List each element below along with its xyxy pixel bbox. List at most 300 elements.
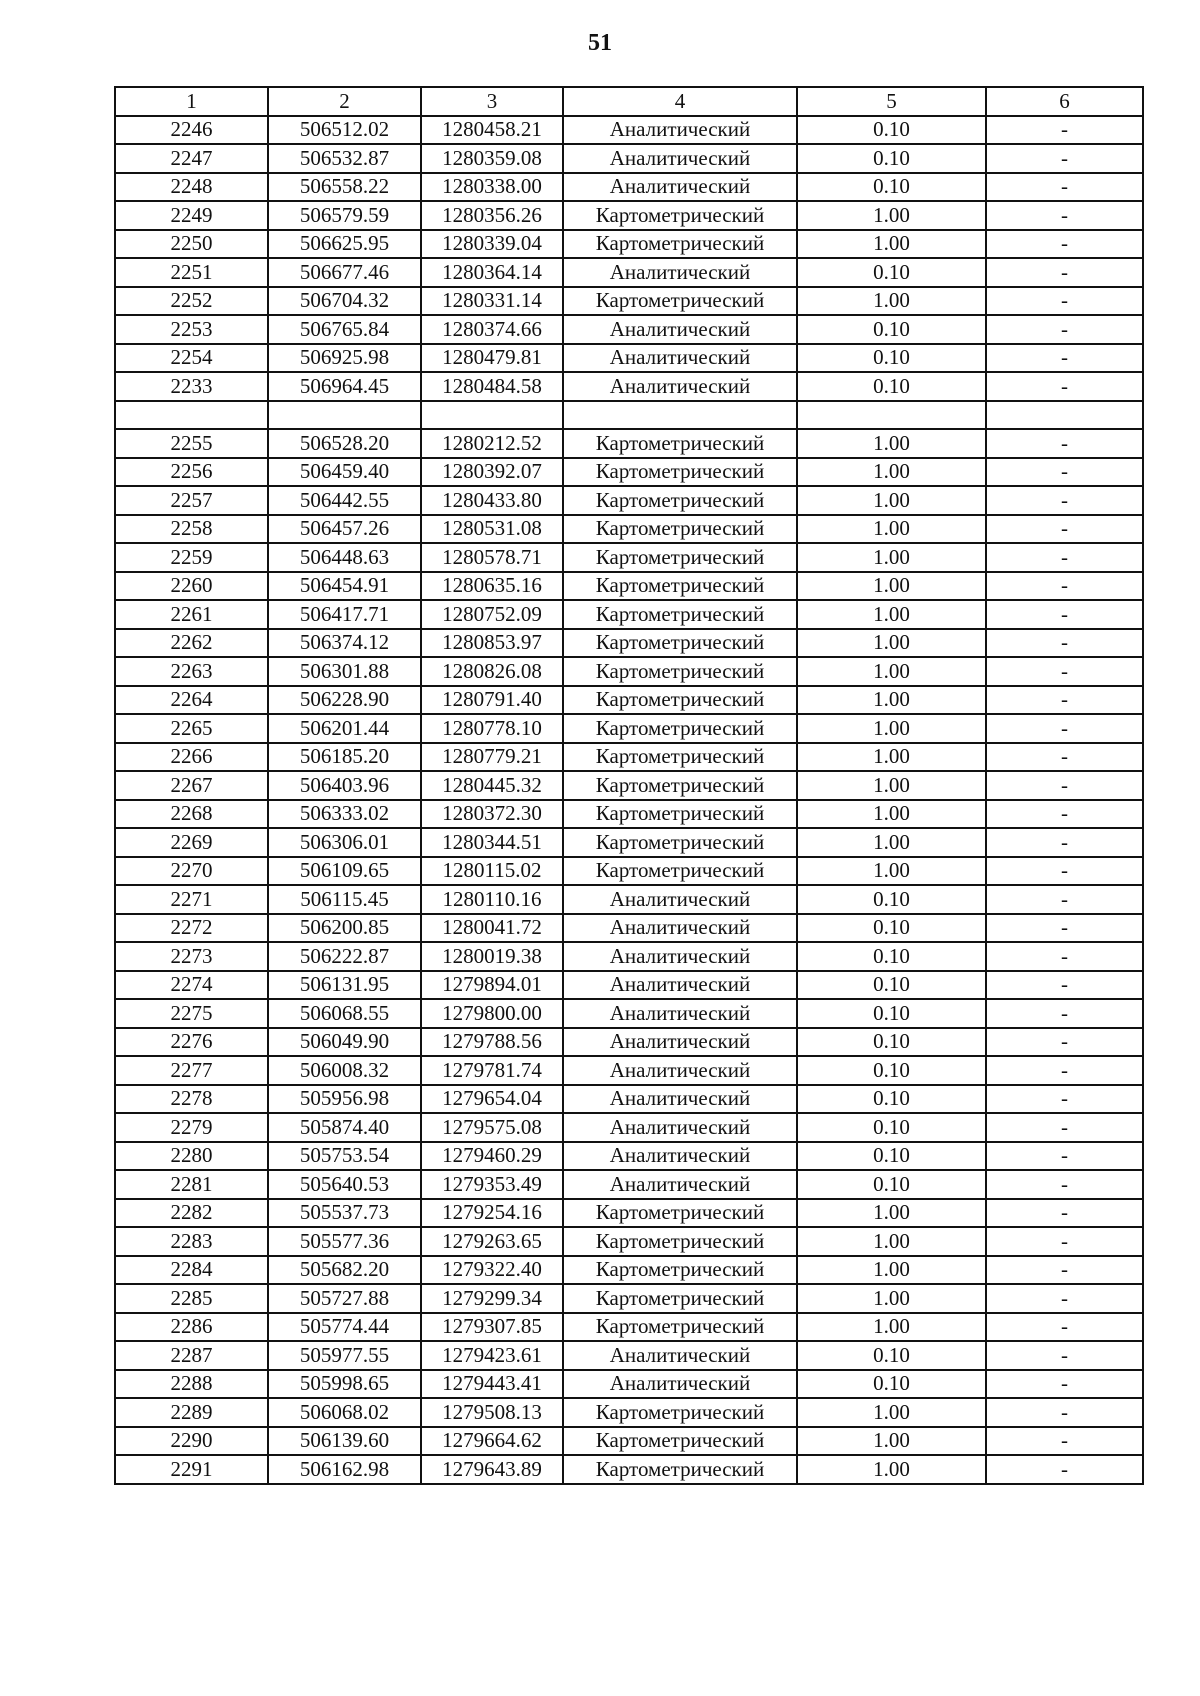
table-cell: 1279443.41: [421, 1370, 563, 1399]
table-cell: -: [986, 486, 1143, 515]
table-cell: 506964.45: [268, 372, 421, 401]
table-cell: -: [986, 1341, 1143, 1370]
table-cell: 2247: [115, 144, 268, 173]
table-cell: -: [986, 999, 1143, 1028]
table-cell: 1279800.00: [421, 999, 563, 1028]
table-cell: 0.10: [797, 258, 986, 287]
table-cell: 1280392.07: [421, 458, 563, 487]
table-cell: -: [986, 287, 1143, 316]
table-cell: 506579.59: [268, 201, 421, 230]
table-cell: -: [986, 1142, 1143, 1171]
table-cell: Картометрический: [563, 458, 797, 487]
table-cell: 0.10: [797, 971, 986, 1000]
table-cell: Картометрический: [563, 486, 797, 515]
table-cell: Картометрический: [563, 1398, 797, 1427]
table-row: [115, 743, 1143, 772]
table-cell: -: [986, 1085, 1143, 1114]
table-cell: 2275: [115, 999, 268, 1028]
table-cell: Картометрический: [563, 657, 797, 686]
table-cell: Аналитический: [563, 116, 797, 145]
table-row: [115, 828, 1143, 857]
table-cell: 2286: [115, 1313, 268, 1342]
table-cell: Картометрический: [563, 515, 797, 544]
table-cell: Картометрический: [563, 572, 797, 601]
table-row: [115, 914, 1143, 943]
table-cell: Аналитический: [563, 942, 797, 971]
table-row: [115, 315, 1143, 344]
table-cell: 0.10: [797, 116, 986, 145]
table-cell: -: [986, 600, 1143, 629]
table-cell: -: [986, 828, 1143, 857]
table-cell: 1279781.74: [421, 1056, 563, 1085]
table-cell: Аналитический: [563, 1085, 797, 1114]
table-cell: Аналитический: [563, 315, 797, 344]
table-cell: 2250: [115, 230, 268, 259]
table-cell: -: [986, 942, 1143, 971]
table-cell: 505727.88: [268, 1284, 421, 1313]
table-cell: 2267: [115, 771, 268, 800]
table-cell: -: [986, 1370, 1143, 1399]
table-cell: Аналитический: [563, 971, 797, 1000]
table-cell: 0.10: [797, 914, 986, 943]
table-cell: 1280374.66: [421, 315, 563, 344]
table-cell: 1280433.80: [421, 486, 563, 515]
table-cell: 2283: [115, 1227, 268, 1256]
table-cell: 2288: [115, 1370, 268, 1399]
table-cell: 505874.40: [268, 1113, 421, 1142]
table-row: [115, 173, 1143, 202]
table-row: [115, 116, 1143, 145]
table-cell: -: [986, 258, 1143, 287]
table-cell: -: [986, 543, 1143, 572]
table-cell: 1280338.00: [421, 173, 563, 202]
table-cell: -: [986, 1427, 1143, 1456]
table-cell: 2261: [115, 600, 268, 629]
table-cell: 2278: [115, 1085, 268, 1114]
table-cell: 506532.87: [268, 144, 421, 173]
table-cell: Картометрический: [563, 828, 797, 857]
table-cell: 2254: [115, 344, 268, 373]
table-cell: 2285: [115, 1284, 268, 1313]
table-cell: Картометрический: [563, 800, 797, 829]
table-cell: 1280359.08: [421, 144, 563, 173]
table-cell: 0.10: [797, 1085, 986, 1114]
table-cell: 2266: [115, 743, 268, 772]
column-header: 5: [797, 87, 986, 116]
table-cell: 2265: [115, 714, 268, 743]
table-cell: Аналитический: [563, 1170, 797, 1199]
table-cell: 0.10: [797, 173, 986, 202]
table-cell: 0.10: [797, 942, 986, 971]
column-header: 1: [115, 87, 268, 116]
table-cell: 505640.53: [268, 1170, 421, 1199]
table-cell: 2262: [115, 629, 268, 658]
table-cell: 1.00: [797, 657, 986, 686]
table-row: [115, 287, 1143, 316]
table-cell: 0.10: [797, 1028, 986, 1057]
table-cell: -: [986, 1313, 1143, 1342]
table-cell: 2256: [115, 458, 268, 487]
table-cell: Картометрический: [563, 629, 797, 658]
table-row: [115, 258, 1143, 287]
table-cell: -: [986, 458, 1143, 487]
table-cell: 1.00: [797, 800, 986, 829]
table-cell: 2271: [115, 885, 268, 914]
table-cell: 1.00: [797, 572, 986, 601]
table-cell: 505774.44: [268, 1313, 421, 1342]
table-cell: 506374.12: [268, 629, 421, 658]
table-row: [115, 372, 1143, 401]
table-cell: [115, 401, 268, 430]
table-cell: 0.10: [797, 315, 986, 344]
table-cell: Картометрический: [563, 1284, 797, 1313]
table-cell: 2272: [115, 914, 268, 943]
table-cell: 506008.32: [268, 1056, 421, 1085]
table-cell: 506459.40: [268, 458, 421, 487]
table-cell: 1280484.58: [421, 372, 563, 401]
table-cell: -: [986, 686, 1143, 715]
table-cell: 505956.98: [268, 1085, 421, 1114]
table-cell: 506442.55: [268, 486, 421, 515]
table-row: [115, 999, 1143, 1028]
table-cell: 1280344.51: [421, 828, 563, 857]
table-cell: 506677.46: [268, 258, 421, 287]
table-cell: 0.10: [797, 344, 986, 373]
table-row: [115, 600, 1143, 629]
table-cell: 1.00: [797, 486, 986, 515]
table-row: [115, 971, 1143, 1000]
table-cell: 1.00: [797, 771, 986, 800]
table-cell: Картометрический: [563, 743, 797, 772]
table-row: [115, 1313, 1143, 1342]
table-cell: -: [986, 1227, 1143, 1256]
table-cell: 2287: [115, 1341, 268, 1370]
table-cell: 1280578.71: [421, 543, 563, 572]
table-cell: 1279643.89: [421, 1455, 563, 1484]
table-cell: -: [986, 144, 1143, 173]
table-cell: 2259: [115, 543, 268, 572]
table-row: [115, 144, 1143, 173]
table-row: [115, 572, 1143, 601]
table-cell: 1.00: [797, 1199, 986, 1228]
table-cell: 2263: [115, 657, 268, 686]
table-cell: 2273: [115, 942, 268, 971]
coordinates-table: [114, 86, 1144, 1485]
table-cell: 0.10: [797, 1142, 986, 1171]
table-cell: 1279353.49: [421, 1170, 563, 1199]
table-row: [115, 1085, 1143, 1114]
table-cell: 2289: [115, 1398, 268, 1427]
table-cell: 506228.90: [268, 686, 421, 715]
table-cell: 506222.87: [268, 942, 421, 971]
table-cell: 2277: [115, 1056, 268, 1085]
table-cell: 1.00: [797, 1313, 986, 1342]
table-cell: 1280479.81: [421, 344, 563, 373]
table-cell: Аналитический: [563, 1056, 797, 1085]
table-cell: 1279263.65: [421, 1227, 563, 1256]
table-cell: 1280779.21: [421, 743, 563, 772]
table-row: [115, 429, 1143, 458]
table-cell: Картометрический: [563, 1199, 797, 1228]
table-cell: Картометрический: [563, 230, 797, 259]
table-cell: 2246: [115, 116, 268, 145]
table-cell: 506049.90: [268, 1028, 421, 1057]
table-cell: 0.10: [797, 1341, 986, 1370]
table-cell: Аналитический: [563, 885, 797, 914]
table-cell: 2257: [115, 486, 268, 515]
table-cell: -: [986, 230, 1143, 259]
table-row: [115, 857, 1143, 886]
table-cell: 2276: [115, 1028, 268, 1057]
table-cell: 1280372.30: [421, 800, 563, 829]
table-cell: 2258: [115, 515, 268, 544]
table-cell: Картометрический: [563, 1227, 797, 1256]
table-row: [115, 1427, 1143, 1456]
table-cell: 506528.20: [268, 429, 421, 458]
table-cell: 1.00: [797, 629, 986, 658]
table-cell: Картометрический: [563, 1427, 797, 1456]
table-cell: 1279894.01: [421, 971, 563, 1000]
table-cell: 2260: [115, 572, 268, 601]
table-cell: -: [986, 857, 1143, 886]
table-cell: 506139.60: [268, 1427, 421, 1456]
table-cell: 506115.45: [268, 885, 421, 914]
page-number: 51: [588, 30, 612, 56]
table-cell: 1279508.13: [421, 1398, 563, 1427]
table-cell: Аналитический: [563, 999, 797, 1028]
table-cell: 1280115.02: [421, 857, 563, 886]
column-header: 2: [268, 87, 421, 116]
column-header: 6: [986, 87, 1143, 116]
table-cell: Картометрический: [563, 686, 797, 715]
table-cell: 2233: [115, 372, 268, 401]
table-row: [115, 1341, 1143, 1370]
table-cell: 2253: [115, 315, 268, 344]
table-cell: 1280826.08: [421, 657, 563, 686]
table-cell: 506704.32: [268, 287, 421, 316]
table-cell: [563, 401, 797, 430]
table-cell: 0.10: [797, 999, 986, 1028]
table-cell: -: [986, 1113, 1143, 1142]
table-cell: 506765.84: [268, 315, 421, 344]
table-cell: 1280110.16: [421, 885, 563, 914]
table-cell: 2270: [115, 857, 268, 886]
table-cell: 0.10: [797, 885, 986, 914]
table-cell: 1.00: [797, 1455, 986, 1484]
table-cell: 1280853.97: [421, 629, 563, 658]
table-cell: 1.00: [797, 1284, 986, 1313]
table-cell: 506131.95: [268, 971, 421, 1000]
table-cell: -: [986, 315, 1143, 344]
table-cell: 1280445.32: [421, 771, 563, 800]
table-cell: 2268: [115, 800, 268, 829]
table-cell: 506306.01: [268, 828, 421, 857]
table-cell: 1280791.40: [421, 686, 563, 715]
table-cell: -: [986, 714, 1143, 743]
table-row: [115, 344, 1143, 373]
table-cell: 506109.65: [268, 857, 421, 886]
table-row: [115, 1056, 1143, 1085]
table-row: [115, 800, 1143, 829]
table-cell: 1280752.09: [421, 600, 563, 629]
table-cell: 1.00: [797, 1227, 986, 1256]
table-cell: 506512.02: [268, 116, 421, 145]
table-cell: Аналитический: [563, 144, 797, 173]
table-cell: -: [986, 1056, 1143, 1085]
table-cell: -: [986, 1028, 1143, 1057]
table-cell: -: [986, 515, 1143, 544]
table-row: [115, 942, 1143, 971]
table-cell: 505753.54: [268, 1142, 421, 1171]
table-cell: Картометрический: [563, 1455, 797, 1484]
table-cell: 506625.95: [268, 230, 421, 259]
table-cell: 506162.98: [268, 1455, 421, 1484]
table-row: [115, 657, 1143, 686]
table-cell: Аналитический: [563, 1142, 797, 1171]
table-cell: 1280331.14: [421, 287, 563, 316]
table-cell: 0.10: [797, 1113, 986, 1142]
table-cell: 2249: [115, 201, 268, 230]
table-cell: 505977.55: [268, 1341, 421, 1370]
table-cell: Аналитический: [563, 344, 797, 373]
table-cell: -: [986, 1398, 1143, 1427]
table-cell: -: [986, 1284, 1143, 1313]
table-cell: -: [986, 1256, 1143, 1285]
table-cell: 2255: [115, 429, 268, 458]
table-cell: 0.10: [797, 1170, 986, 1199]
table-cell: Аналитический: [563, 258, 797, 287]
table-row: [115, 1028, 1143, 1057]
table-cell: Аналитический: [563, 914, 797, 943]
table-row: [115, 1256, 1143, 1285]
table-cell: 506417.71: [268, 600, 421, 629]
table-cell: Аналитический: [563, 1370, 797, 1399]
table-cell: Аналитический: [563, 1028, 797, 1057]
table-cell: -: [986, 201, 1143, 230]
table-cell: 1280458.21: [421, 116, 563, 145]
table-row: [115, 771, 1143, 800]
table-cell: 1279575.08: [421, 1113, 563, 1142]
table-cell: 2281: [115, 1170, 268, 1199]
table-cell: 2279: [115, 1113, 268, 1142]
table-cell: 1.00: [797, 230, 986, 259]
table-cell: Картометрический: [563, 201, 797, 230]
table-cell: 1.00: [797, 686, 986, 715]
table-cell: -: [986, 629, 1143, 658]
table-cell: -: [986, 1170, 1143, 1199]
table-cell: 1.00: [797, 828, 986, 857]
table-cell: 2280: [115, 1142, 268, 1171]
table-cell: 0.10: [797, 1370, 986, 1399]
table-row: [115, 201, 1143, 230]
table-cell: Картометрический: [563, 600, 797, 629]
table-cell: 1.00: [797, 515, 986, 544]
table-cell: 1.00: [797, 714, 986, 743]
table-cell: Картометрический: [563, 1256, 797, 1285]
table-cell: 0.10: [797, 372, 986, 401]
table-cell: -: [986, 572, 1143, 601]
table-cell: -: [986, 914, 1143, 943]
table-cell: -: [986, 116, 1143, 145]
table-cell: 1.00: [797, 458, 986, 487]
table-row: [115, 1227, 1143, 1256]
table-cell: 1.00: [797, 1256, 986, 1285]
table-cell: 0.10: [797, 1056, 986, 1085]
table-cell: 505577.36: [268, 1227, 421, 1256]
table-cell: 506201.44: [268, 714, 421, 743]
table-cell: Картометрический: [563, 857, 797, 886]
table-cell: 1279788.56: [421, 1028, 563, 1057]
table-cell: 1.00: [797, 1427, 986, 1456]
table-cell: 2282: [115, 1199, 268, 1228]
table-cell: 506068.02: [268, 1398, 421, 1427]
table-cell: 1280635.16: [421, 572, 563, 601]
table-cell: 1.00: [797, 600, 986, 629]
table-cell: 1279254.16: [421, 1199, 563, 1228]
table-row: [115, 1370, 1143, 1399]
table-cell: -: [986, 657, 1143, 686]
table-cell: 1280212.52: [421, 429, 563, 458]
table-body: [115, 116, 1143, 1484]
table-cell: 506457.26: [268, 515, 421, 544]
table-cell: 506301.88: [268, 657, 421, 686]
table-row: [115, 401, 1143, 430]
table-row: [115, 686, 1143, 715]
table-cell: 1280364.14: [421, 258, 563, 287]
table-cell: -: [986, 372, 1143, 401]
table-cell: [797, 401, 986, 430]
table-cell: Аналитический: [563, 372, 797, 401]
table-row: [115, 1199, 1143, 1228]
table-cell: Картометрический: [563, 429, 797, 458]
table-cell: 1.00: [797, 743, 986, 772]
table-cell: -: [986, 971, 1143, 1000]
table-cell: -: [986, 743, 1143, 772]
table-cell: 1279423.61: [421, 1341, 563, 1370]
table-cell: 506925.98: [268, 344, 421, 373]
table-row: [115, 543, 1143, 572]
table-cell: 2274: [115, 971, 268, 1000]
table-cell: 1280356.26: [421, 201, 563, 230]
table-row: [115, 714, 1143, 743]
table-row: [115, 1284, 1143, 1313]
table-cell: 2264: [115, 686, 268, 715]
table-cell: 1.00: [797, 543, 986, 572]
table-row: [115, 1455, 1143, 1484]
table-cell: 1.00: [797, 857, 986, 886]
table-cell: 506200.85: [268, 914, 421, 943]
table-row: [115, 458, 1143, 487]
table-cell: 1279654.04: [421, 1085, 563, 1114]
table-cell: 1.00: [797, 1398, 986, 1427]
table-cell: -: [986, 1199, 1143, 1228]
table-cell: 1279664.62: [421, 1427, 563, 1456]
table-cell: 1279307.85: [421, 1313, 563, 1342]
column-header: 3: [421, 87, 563, 116]
table-cell: 506185.20: [268, 743, 421, 772]
table-row: [115, 885, 1143, 914]
table-cell: 1.00: [797, 201, 986, 230]
table-cell: -: [986, 771, 1143, 800]
table-cell: 505537.73: [268, 1199, 421, 1228]
table-row: [115, 515, 1143, 544]
table-row: [115, 1113, 1143, 1142]
table-cell: 505682.20: [268, 1256, 421, 1285]
table-cell: 506403.96: [268, 771, 421, 800]
table-cell: 2291: [115, 1455, 268, 1484]
header-row: [115, 87, 1143, 116]
table-cell: 1.00: [797, 287, 986, 316]
